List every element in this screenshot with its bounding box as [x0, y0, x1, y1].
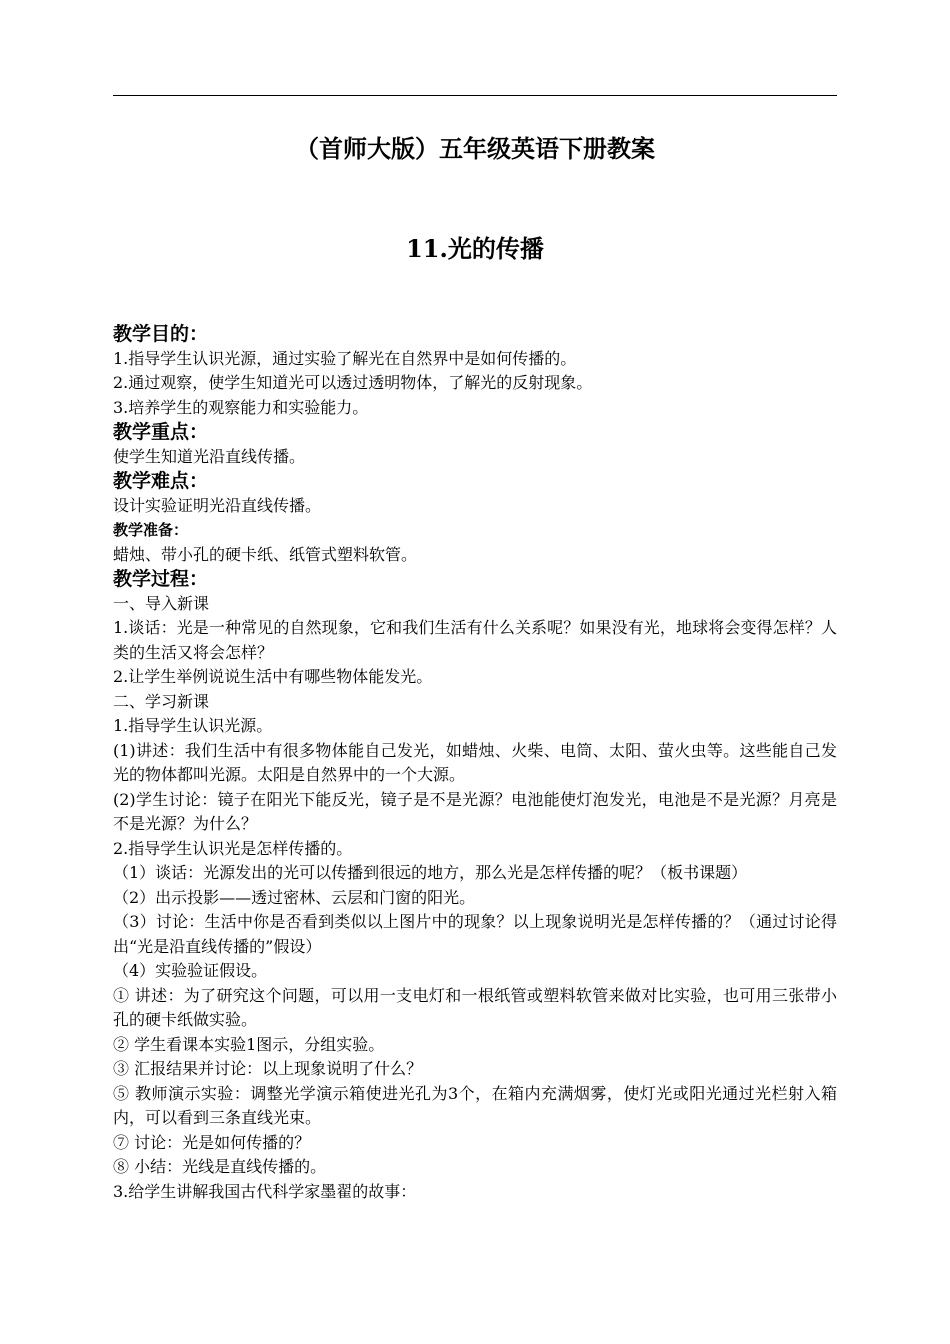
document-title: （首师大版）五年级英语下册教案: [295, 134, 655, 163]
difficulty-heading: 教学难点：: [113, 470, 209, 492]
process-heading: 教学过程：: [113, 568, 209, 590]
lesson-content: [113, 322, 837, 1204]
key-point-text: 使学生知道光沿直线传播。: [113, 446, 306, 466]
process-line: 3.给学生讲解我国古代科学家墨翟的故事：: [113, 1181, 417, 1201]
process-line: (2)学生讨论：镜子在阳光下能反光，镜子是不是光源？电池能使灯泡发光，电池是不是光源？月亮是不是光源？为什么？: [113, 789, 837, 833]
process-line: 一、导入新课: [113, 593, 210, 613]
preparation-heading: 教学准备：: [113, 521, 189, 539]
objectives-heading: 教学目的：: [113, 323, 209, 345]
process-line: 2.让学生举例说说生活中有哪些物体能发光。: [113, 667, 433, 686]
process-line: (1)讲述：我们生活中有很多物体能自己发光，如蜡烛、火柴、电筒、太阳、萤火虫等。这些能自己发光的物体都叫光源。太阳是自然界中的一个大源。: [113, 740, 837, 784]
process-line: （4）实验验证假设。: [113, 961, 268, 980]
key-point-heading: 教学重点：: [113, 421, 209, 443]
objective-item: 3.培养学生的观察能力和实验能力。: [113, 397, 369, 417]
lesson-title: 11.光的传播: [406, 234, 544, 263]
process-line: 二、学习新课: [113, 691, 210, 711]
process-line: ⑧ 小结：光线是直线传播的。: [113, 1157, 327, 1176]
process-line: ⑤ 教师演示实验：调整光学演示箱使进光孔为3个，在箱内充满烟雾，使灯光或阳光通过光栏射入箱内，可以看到三条直线光束。: [113, 1083, 837, 1127]
process-line: ③ 汇报结果并讨论：以上现象说明了什么？: [113, 1059, 423, 1078]
process-line: （3）讨论：生活中你是否看到类似以上图片中的现象？以上现象说明光是怎样传播的？（通过讨论得出“光是沿直线传播的”假设）: [113, 912, 837, 956]
process-line: 1.谈话：光是一种常见的自然现象，它和我们生活有什么关系呢？如果没有光，地球将会变得怎样？人类的生活又将会怎样？: [113, 618, 837, 662]
process-line: 2.指导学生认识光是怎样传播的。: [113, 838, 353, 858]
process-line: ⑦ 讨论：光是如何传播的？: [113, 1132, 311, 1152]
process-line: ② 学生看课本实验1图示，分组实验。: [113, 1034, 385, 1054]
process-line: 1.指导学生认识光源。: [113, 716, 273, 735]
process-line: （2）出示投影——透过密林、云层和门窗的阳光。: [113, 887, 476, 907]
objective-item: 2.通过观察，使学生知道光可以透过透明物体，了解光的反射现象。: [113, 373, 593, 392]
difficulty-text: 设计实验证明光沿直线传播。: [113, 495, 322, 515]
header-rule: [113, 95, 837, 96]
objective-item: 1.指导学生认识光源，通过实验了解光在自然界中是如何传播的。: [113, 348, 577, 368]
process-line: ① 讲述：为了研究这个问题，可以用一支电灯和一根纸管或塑料软管来做对比实验，也可用三张带小孔的硬卡纸做实验。: [113, 985, 837, 1029]
preparation-text: 蜡烛、带小孔的硬卡纸、纸管式塑料软管。: [113, 544, 418, 564]
process-line: （1）谈话：光源发出的光可以传播到很远的地方，那么光是怎样传播的呢？（板书课题）: [113, 863, 748, 882]
